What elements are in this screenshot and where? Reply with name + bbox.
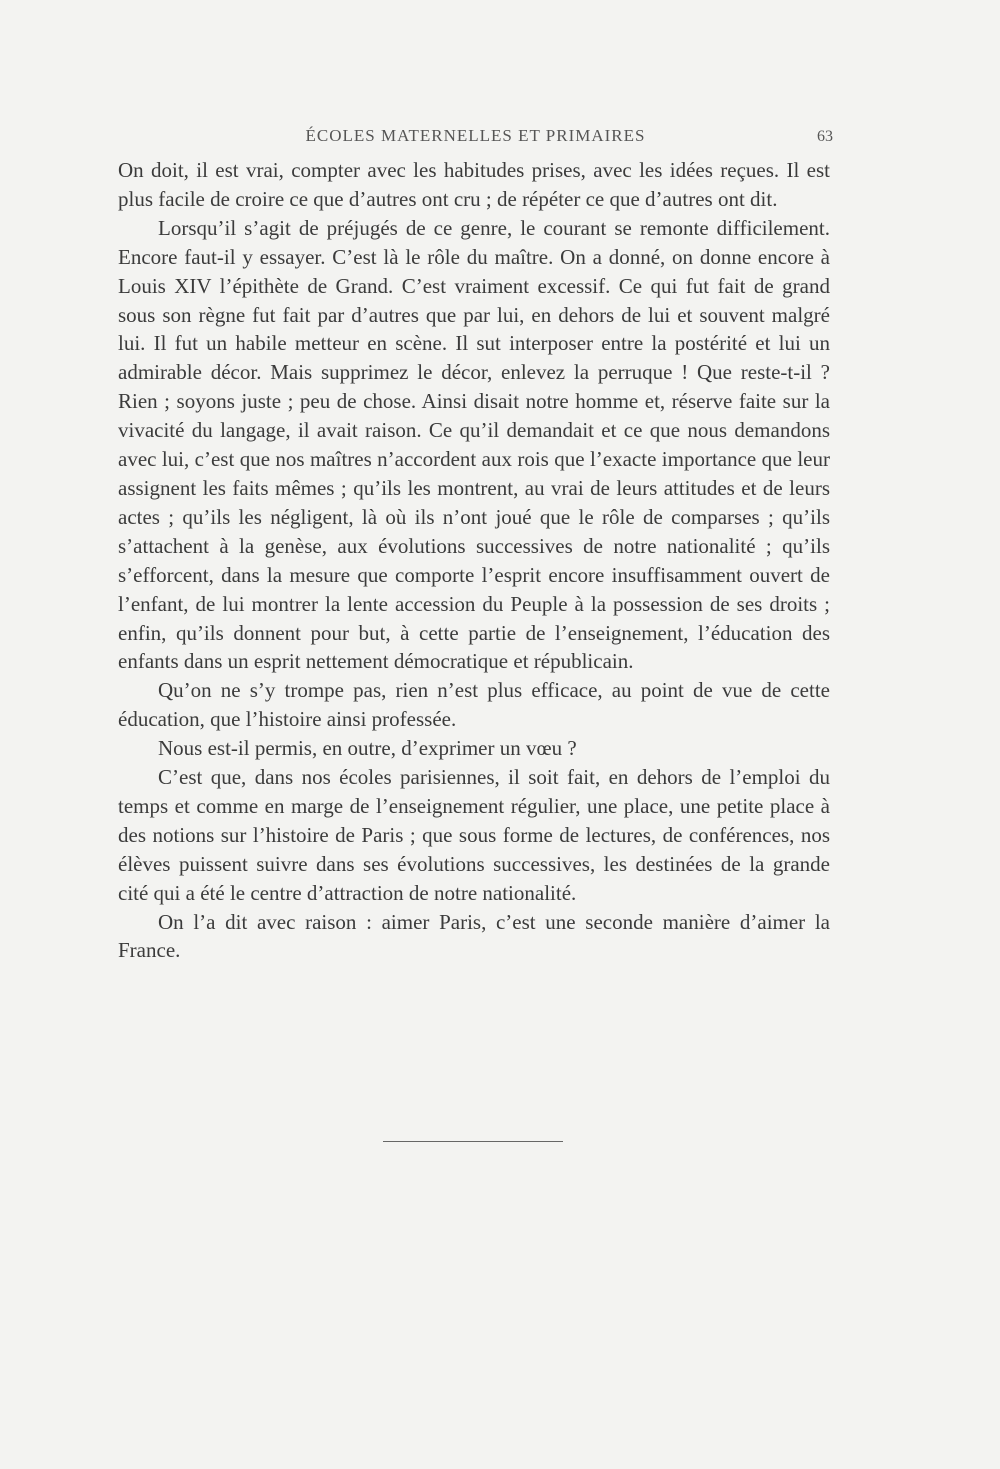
paragraph: On l’a dit avec raison : aimer Paris, c’est une seconde manière d’aimer la France. (118, 909, 830, 963)
running-title: ÉCOLES MATERNELLES ET PRIMAIRES (305, 126, 646, 145)
running-header (118, 126, 833, 150)
paragraph: Nous est-il permis, en outre, d’exprimer un vœu ? (158, 736, 577, 761)
end-rule (383, 1141, 563, 1142)
body-text (118, 156, 830, 965)
paragraph-opening: On doit, il est vrai, compter avec les habitudes prises, avec les idées reçues. Il est plus facile de croire ce que d’autres ont cru ; de répéter ce que d’autres ont dit. (118, 158, 830, 211)
paragraph: Lorsqu’il s’agit de préjugés de ce genre, le courant se remonte difficilement. Encore faut-il y essayer. C’est là le rôle du maître. On a donné, on donne encore à Louis XIV l’épithète de Grand. C’est vraiment excessif. Ce qui fut fait de grand sous son règne fut fait par d’autres que par lui, en dehors de lui et souvent malgré lui. Il fut un habile metteur en scène. Il sut interposer entre la postérité et lui un admirable décor. Mais supprimez le décor, enlevez la perruque ! Que reste-t-il ? Rien ; soyons juste ; peu de chose. Ainsi disait notre homme et, réserve faite sur la vivacité du langage, il avait raison. Ce qu’il demandait et ce que nous demandons avec lui, c’est que nos maîtres n’accordent aux rois que l’exacte importance que leur assignent les faits mêmes ; qu’ils les montrent, au vrai de leurs attitudes et de leurs actes ; qu’ils les négligent, là où ils n’ont joué que le rôle de comparses ; qu’ils s’attachent à la genèse, aux évolutions successives de notre nationalité ; qu’ils s’efforcent, dans la mesure que comporte l’esprit encore insuffisamment ouvert de l’enfant, de lui montrer la lente accession du Peuple à la possession de ses droits ; enfin, qu’ils donnent pour but, à cette partie de l’enseignement, l’éducation des enfants dans un esprit nettement démocratique et républicain. (118, 215, 830, 674)
page-number: 63 (817, 128, 833, 145)
paragraph: Qu’on ne s’y trompe pas, rien n’est plus efficace, au point de vue de cette éducation, que l’histoire ainsi professée. (118, 678, 830, 732)
paragraph: C’est que, dans nos écoles parisiennes, il soit fait, en dehors de l’emploi du temps et comme en marge de l’enseignement régulier, une place, une petite place à des notions sur l’histoire de Paris ; que sous forme de lectures, de conférences, nos élèves puissent suivre dans ses évolutions successives, les destinées de la grande cité qui a été le centre d’attraction de notre nationalité. (118, 765, 830, 905)
